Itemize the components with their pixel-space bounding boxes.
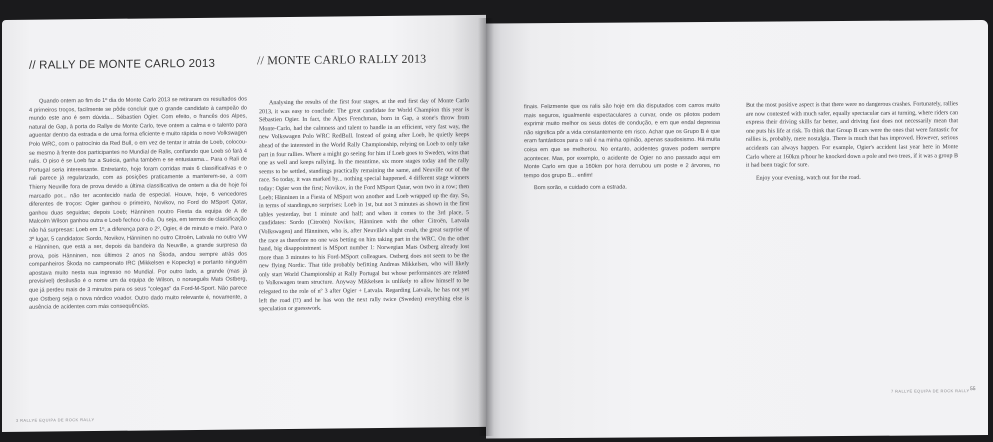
paragraph: finais. Felizmente que os ralis são hoje em dia disputados com carros muito mais seguros, igualmente espectaculares a curvar, onde os pilotos podem exprimir muito melhor os seus dotes de condução, e em que endal depressa não significa pôr a vida constantemente em risco. Achar que os Grupo B é que eram fantásticos para o rali é na minha opinião, apenas saudosismo. Há muita coisa em que se melhorou. No entanto, acidentes graves podem sempre acontecer. Mas, por exemplo, o acidente de Ogier no ano passado aqui em Monte Carlo em que a 160km por hora derrubou um poste e 2 árvores, no tempo dos grupo B... enfim!	[524, 102, 720, 179]
page-number: 55	[970, 386, 976, 393]
paragraph: Enjoy your evening, watch out for the road.	[756, 174, 861, 182]
paragraph: But the most positive aspect is that there were no dangerous crashes. Fortunately, rallies are now contested with much safer, equally spectacular cars at turning, where riders can express their driving skills far better, and driving fast does not necessarily mean that one puts his life at risk. To think that Group B cars were the ones that were fantastic for rallies is, probably, mere nostalgia. There is much that has improved. However, serious accidents can always happen. For example, Ogier's accident last year here in Monte Carlo where at 160km p/hour he knocked down a pole and two trees, if it was a group B it had been tragic for sure.	[746, 101, 958, 169]
paragraph: Quando ontem ao fim do 1º dia do Monte Carlo 2013 se retiraram os resultados dos 4 primeiros troços, facilmente se pôde concluir que o grande candidato à campeão do mundo este ano é sem dúvida... Sébastien Ogier. Com efeito, o francês dos Alpes, natural de Gap, à porta do Rallye de Monte Carlo, teve ontem a calma e o talento para aguentar dentro da estrada e de uma forma eficiente e muito rápida o novo Volkswagen Polo WRC, com o patrocínio da Red Bull, o em vez de tentar ir atrás de Loeb, colocou-se mesmo à frente dos participantes no Mundial de Ralis, confiando que Loeb só fará 4 ralis. O piso é se Loeb faz a Suécia, ganha também e se entusiasma... Para o Rali de Portugal seria interessante. Entretanto, hoje foram corridas mais 6 classificativas e o rali parece já regularizado, com as posições praticamente a manterem-se, a com Thierry Neuville fora de prova devido a última classificativa de ontem a dia de hoje foi marcado por... não ter acontecido nada de especial. Houve, hoje, 6 vencedores diferentes de troços: Ogier ganhou o primeiro, Novikov, no Ford do MSport Qatar, ganhou duas seguidas; depois Loeb; Hänninen noutro Fiesta da equipa de A de Malcolm Wilson ganhou outra e Loeb fechou o dia. Ou seja, em termos de classificação não há surpresas: Loeb em 1º, a diferença para o 2º, Ogier, é de minuto e meio. Para o 3º lugar, 5 candidatos: Sordo, Novikov, Hänninen no outro Citroën, Latvala no outro VW e Hänninen, que está a ser, depois da bandeira da Neuville, a grande surpresa da prova, pois Hänninen, nos últimos 2 anos na Škoda, andou sempre atrás dos companheiros Škoda no campeonato IRC (Mikkelsen e Kopecky) e portanto ninguém apostava muito nesta sua ingresso no Mundial. Por outro lado, a grande (mas já previsível) desilusão é o nome um da equipa de Wilson, o norueguês Mats Ostberg, que já perdeu mais de 3 minutos para os seus "colegas" da Ford-M-Sport. Não parece que Ostberg seja o nova nórdico voador. Outro dado muito relevante é, novamente, a ausência de acidentes com más consequências.	[29, 96, 247, 311]
left-page	[2, 15, 486, 432]
folio-right: 7 RALLYE EQUIPA DE ROCK RALLY	[891, 388, 970, 394]
heading-portuguese: // RALLY DE MONTE CARLO 2013	[29, 57, 216, 72]
right-page	[486, 20, 988, 439]
folio-left: 3 RALLYE EQUIPA DE ROCK RALLY	[16, 417, 95, 423]
column-portuguese	[524, 102, 720, 197]
paragraph: Analysing the results of the first four stages, at the end first day of Monte Carlo 2013, it was easy to conclude: The great candidate for World Champion this year is Sébastien Ogier. In fact, the Alpes Frenchman, born in Gap, a stone's throw from Monte-Carlo, had the calmness and talent to handle in an efficient, very fast way, the new Volkswagen Polo WRC RedBull. Instead of going after Loeb, he quietly keeps ahead of the interested in the World Rally Championship, relying on Loeb to only take part in four rallies. Where a might go seeing for him if Loeb goes to Sweden, wins that one as well and keeps rallying. In the meantime, six more stages today and the rally seems to be settled, standings practically remaining the same, and Neuville out of the race. So today, it was marked by... nothing special happened. 4 different stage winners today: Ogier won the first; Novikov, in the Ford MSport Qatar, won two in a row; then Loeb; Hänninen in a Fiesta of MSport won another and Loeb wrapped up the day. So, in terms of standings,no surprises: Loeb in 1st, but not 3 minutes as shown in the first tables yesterday, but 1 minute and half; and when it comes to the 3rd place, 5 candidates: Sordo (Citroën) Novikov, Hänninen with the other Citroën, Latvala (Volkswagen) and Hänninen, who is, after Neuville's slight crash, the great surprise of the race as therefore no one was betting on him taking part in the WRC. On the other hand, big disappointment is MSport number 1: Norwegian Mats Ostberg already lost more than 3 minutes to his Ford-MSport colleagues. Ostberg does not seem to be the new flying Nordic. That title probably befitting Andreas Mikkelsen, who will likely only start World Championship at Rally Portugal but whose performances are related to Volkswagen team structure. Anyway Mikkelsen is unlikely to allow himself to be relegated to the role of nº 3 after Ogier + Latvala. Regarding Latvala, he has not yet left the road (!!) and he has won the next rally twice (Sweden) everything else is speculation or guesswork.	[259, 98, 469, 313]
column-portuguese	[29, 95, 247, 316]
column-english	[259, 97, 469, 318]
column-english	[746, 100, 958, 187]
paragraph: Bom sorão, e cuidado com a estrada.	[534, 184, 627, 192]
heading-english: // MONTE CARLO RALLY 2013	[257, 51, 427, 68]
